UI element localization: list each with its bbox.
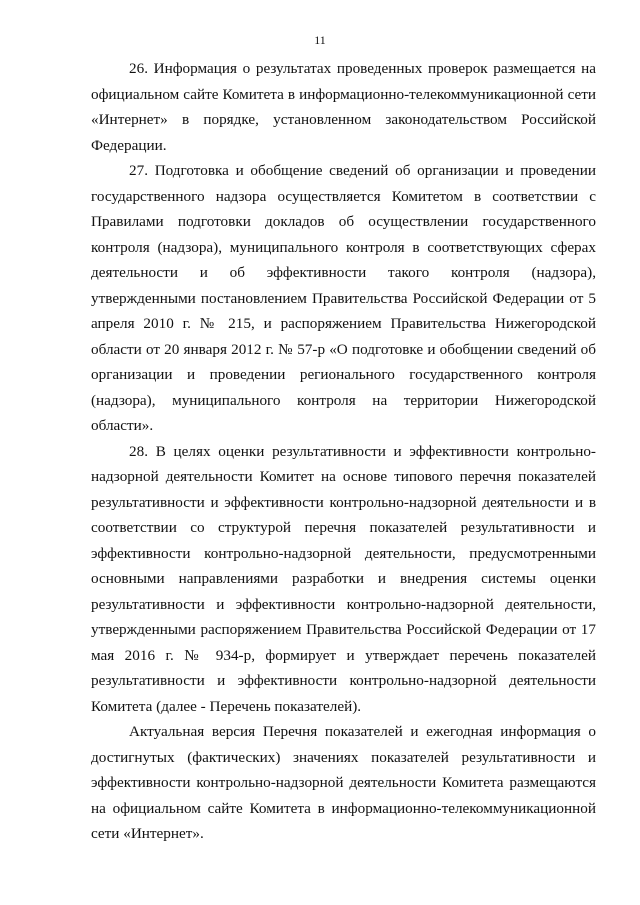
document-body bbox=[91, 56, 596, 847]
page-number: 11 bbox=[314, 33, 326, 47]
paragraph-27: 27. Подготовка и обобщение сведений об организации и проведении государственного надзора осуществляется Комитетом в соответствии с Правилами подготовки докладов об осуществлении государственного контроля (надзора), муниципального контроля в соответствующих сферах деятельности и об эффективности такого контроля (надзора), утвержденными постановлением Правительства Российской Федерации от 5 апреля 2010 г. № 215, и распоряжением Правительства Нижегородской области от 20 января 2012 г. № 57-р «О подготовке и обобщении сведений об организации и проведении регионального государственного контроля (надзора), муниципального контроля на территории Нижегородской области». bbox=[91, 162, 596, 434]
paragraph-current-version: Актуальная версия Перечня показателей и ежегодная информация о достигнутых (фактических) значениях показателей результативности и эффективности контрольно-надзорной деятельности Комитета размещаются на официальном сайте Комитета в информационно-телекоммуникационной сети «Интернет». bbox=[91, 723, 596, 842]
paragraph-28: 28. В целях оценки результативности и эффективности контрольно-надзорной деятельности Комитет на основе типового перечня показателей результативности и эффективности контрольно-надзорной деятельности и в соответствии со структурой перечня показателей результативности и эффективности контрольно-надзорной деятельности, предусмотренными основными направлениями разработки и внедрения системы оценки результативности и эффективности контрольно-надзорной деятельности, утвержденными распоряжением Правительства Российской Федерации от 17 мая 2016 г. № 934-р, формирует и утверждает перечень показателей результативности и эффективности контрольно-надзорной деятельности Комитета (далее - Перечень показателей). bbox=[91, 442, 596, 715]
paragraph-26: 26. Информация о результатах проведенных проверок размещается на официальном сайте Комитета в информационно-телекоммуникационной сети «Интернет» в порядке, установленном законодательством Российской Федерации. bbox=[91, 60, 596, 154]
